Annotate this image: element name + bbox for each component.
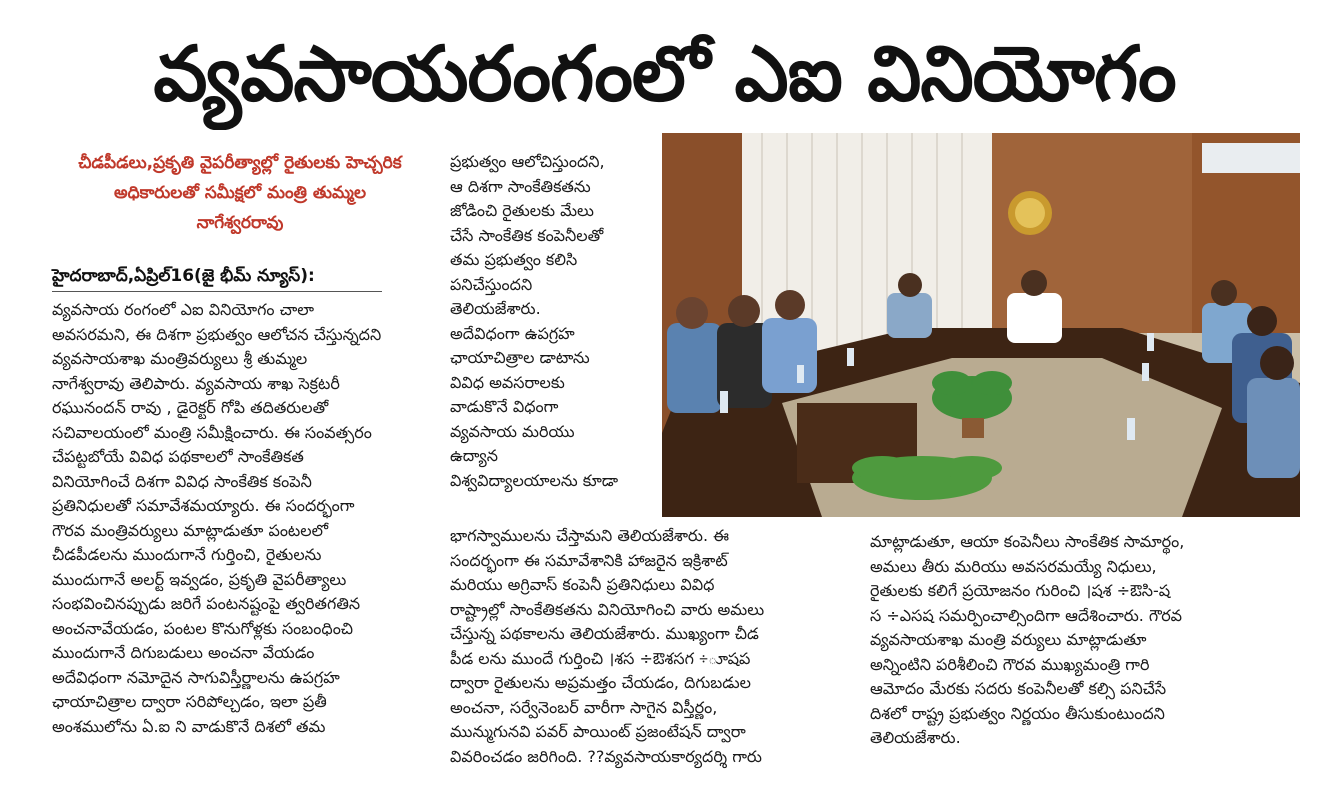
text-line: రఘునందన్ రావు , డైరెక్టర్ గోపి తదితరులతో — [52, 398, 329, 417]
text-line: వివిధ అవసరాలకు — [450, 372, 565, 392]
subhead-line: చీడపీడలు,ప్రకృతి వైపరీత్యాల్లో రైతులకు హెచ్చరిక — [78, 153, 402, 173]
text-line: దిశలో రాష్ట్ర ప్రభుత్వం నిర్ణయం తీసుకుంటుందని — [870, 703, 1165, 723]
article-column-1 — [52, 298, 432, 739]
text-line: ముందుగానే దిగుబడులు అంచనా వేయడం — [52, 643, 315, 662]
dateline: హైదరాబాద్,ఏప్రిల్16(జై భీమ్ న్యూస్): — [52, 265, 382, 292]
text-line: తెలియజేశారు. — [450, 299, 541, 318]
text-line: ద్వారా రైతులను అప్రమత్తం చేయడం, దిగుబడుల — [450, 673, 751, 692]
text-line: వ్యవసాయ రంగంలో ఎఐ వినియోగం చాలా — [52, 300, 314, 319]
text-line: అదేవిధంగా నమోదైన సాగువిస్తీర్ణాలను ఉపగ్రహ — [52, 667, 340, 687]
text-line: వినియోగించే దిశగా వివిధ సాంకేతిక కంపెనీ — [52, 471, 312, 491]
subhead-line: నాగేశ్వరరావు — [196, 213, 284, 233]
text-line: ఛాయాచిత్రాల డాటాను — [450, 348, 590, 367]
text-line: చేసే సాంకేతిక కంపెనీలతో — [450, 225, 604, 245]
text-line: అంచనా, సర్వేనెంబర్ వారీగా సాగైన విస్తీర్ణం, — [450, 697, 718, 717]
text-line: చేస్తున్న పథకాలను తెలియజేశారు. ముఖ్యంగా చీడ — [450, 624, 759, 643]
text-line: గౌరవ మంత్రివర్యులు మాట్లాడుతూ పంటలలో — [52, 520, 329, 540]
text-line: సచివాలయంలో మంత్రి సమీక్షించారు. ఈ సంవత్సరం — [52, 422, 372, 442]
article-column-2-bottom — [450, 524, 855, 769]
text-line: ముందుగానే అలర్ట్ ఇవ్వడం, ప్రకృతి వైపరీత్యాలు — [52, 569, 347, 589]
text-line: సందర్భంగా ఈ సమావేశానికి హాజరైన ఇక్రిశాట్ — [450, 550, 728, 570]
text-line: పనిచేస్తుందని — [450, 274, 533, 294]
headline: వ్యవసాయరంగంలో ఎఐ వినియోగం — [153, 29, 1176, 118]
text-line: చీడపీడలను ముందుగానే గుర్తించి, రైతులను — [52, 545, 322, 564]
text-line: ప్రభుత్వం ఆలోచిస్తుందని, — [450, 152, 605, 171]
text-line: భాగస్వాములను చేస్తామని తెలియజేశారు. ఈ — [450, 526, 730, 545]
meeting-photo — [662, 133, 1300, 517]
text-line: రాష్ట్రాల్లో సాంకేతికతను వినియోగించి వారు అమలు — [450, 599, 765, 619]
article-column-2-top — [450, 150, 650, 493]
text-line: మాట్లాడుతూ, ఆయా కంపెనీలు సాంకేతిక సామార్థం, — [870, 532, 1185, 551]
text-line: మరియు అగ్రివాస్ కంపెనీ ప్రతినిధులు వివిధ — [450, 575, 715, 594]
text-line: తెలియజేశారు. — [870, 728, 961, 747]
text-line: వ్యవసాయశాఖ మంత్రి వర్యులు మాట్లాడుతూ — [870, 630, 1147, 649]
text-line: అదేవిధంగా ఉపగ్రహ — [450, 323, 575, 343]
text-line: విశ్వవిద్యాలయాలను కూడా — [450, 470, 619, 490]
text-line: స ÷ఎసష సమర్పించాల్సిందిగా ఆదేశించారు. గౌరవ — [870, 605, 1183, 625]
text-line: జోడించి రైతులకు మేలు — [450, 201, 594, 220]
text-line: అవసరమని, ఈ దిశగా ప్రభుత్వం ఆలోచన చేస్తున్నదని — [52, 324, 382, 344]
text-line: రైతులకు కలిగే ప్రయోజనం గురించి ।షశ ÷ఔసి-ష — [870, 581, 1171, 600]
text-line: వివరించడం జరిగింది. ??వ్యవసాయకార్యదర్శి గారు — [450, 746, 762, 766]
text-line: ఛాయాచిత్రాల ద్వారా సరిపోల్చడం, ఇలా ప్రతీ — [52, 692, 327, 711]
text-line: చేపట్టబోయే వివిధ పథకాలలో సాంకేతికత — [52, 447, 304, 466]
text-line: వ్యవసాయశాఖ మంత్రివర్యులు శ్రీ తుమ్మల — [52, 349, 308, 368]
text-line: ఆ దిశగా సాంకేతికతను — [450, 176, 591, 196]
text-line: అంశములోను ఏ.ఐ ని వాడుకొనే దిశలో తమ — [52, 716, 326, 736]
text-line: అమలు తీరు మరియు అవసరమయ్యే నిధులు, — [870, 556, 1157, 576]
text-line: ఉద్యాన — [450, 446, 498, 465]
text-line: మున్ముగునవి పవర్ పాయింట్ ప్రజంటేషన్ ద్వారా — [450, 722, 746, 741]
text-line: వ్యవసాయ మరియు — [450, 421, 575, 441]
text-line: అంచనావేయడం, పంటల కొనుగోళ్లకు సంబంధించి — [52, 618, 354, 638]
text-line: ఆమోదం మేరకు సదరు కంపెనీలతో కల్సి పనిచేసే — [870, 679, 1167, 698]
text-line: అన్నింటిని పరిశీలించి గౌరవ ముఖ్యమంత్రి గారి — [870, 654, 1150, 674]
text-line: సంభవించినప్పుడు జరిగే పంటనష్టంపై త్వరితగతిన — [52, 594, 361, 613]
article-column-3 — [870, 530, 1300, 751]
text-line: నాగేశ్వరావు తెలిపారు. వ్యవసాయ శాఖ సెక్రటరీ — [52, 373, 340, 393]
text-line: తమ ప్రభుత్వం కలిసి — [450, 250, 578, 269]
subheadline — [30, 148, 450, 238]
text-line: ప్రతినిధులతో సమావేశమయ్యారు. ఈ సందర్భంగా — [52, 496, 355, 515]
text-line: పీడ లను ముందే గుర్తించి ।శస ÷ఔశసగ ÷ూషప — [450, 648, 751, 668]
text-line: వాడుకొనే విధంగా — [450, 397, 559, 416]
subhead-line: అధికారులతో సమీక్షలో మంత్రి తుమ్మల — [113, 183, 367, 203]
